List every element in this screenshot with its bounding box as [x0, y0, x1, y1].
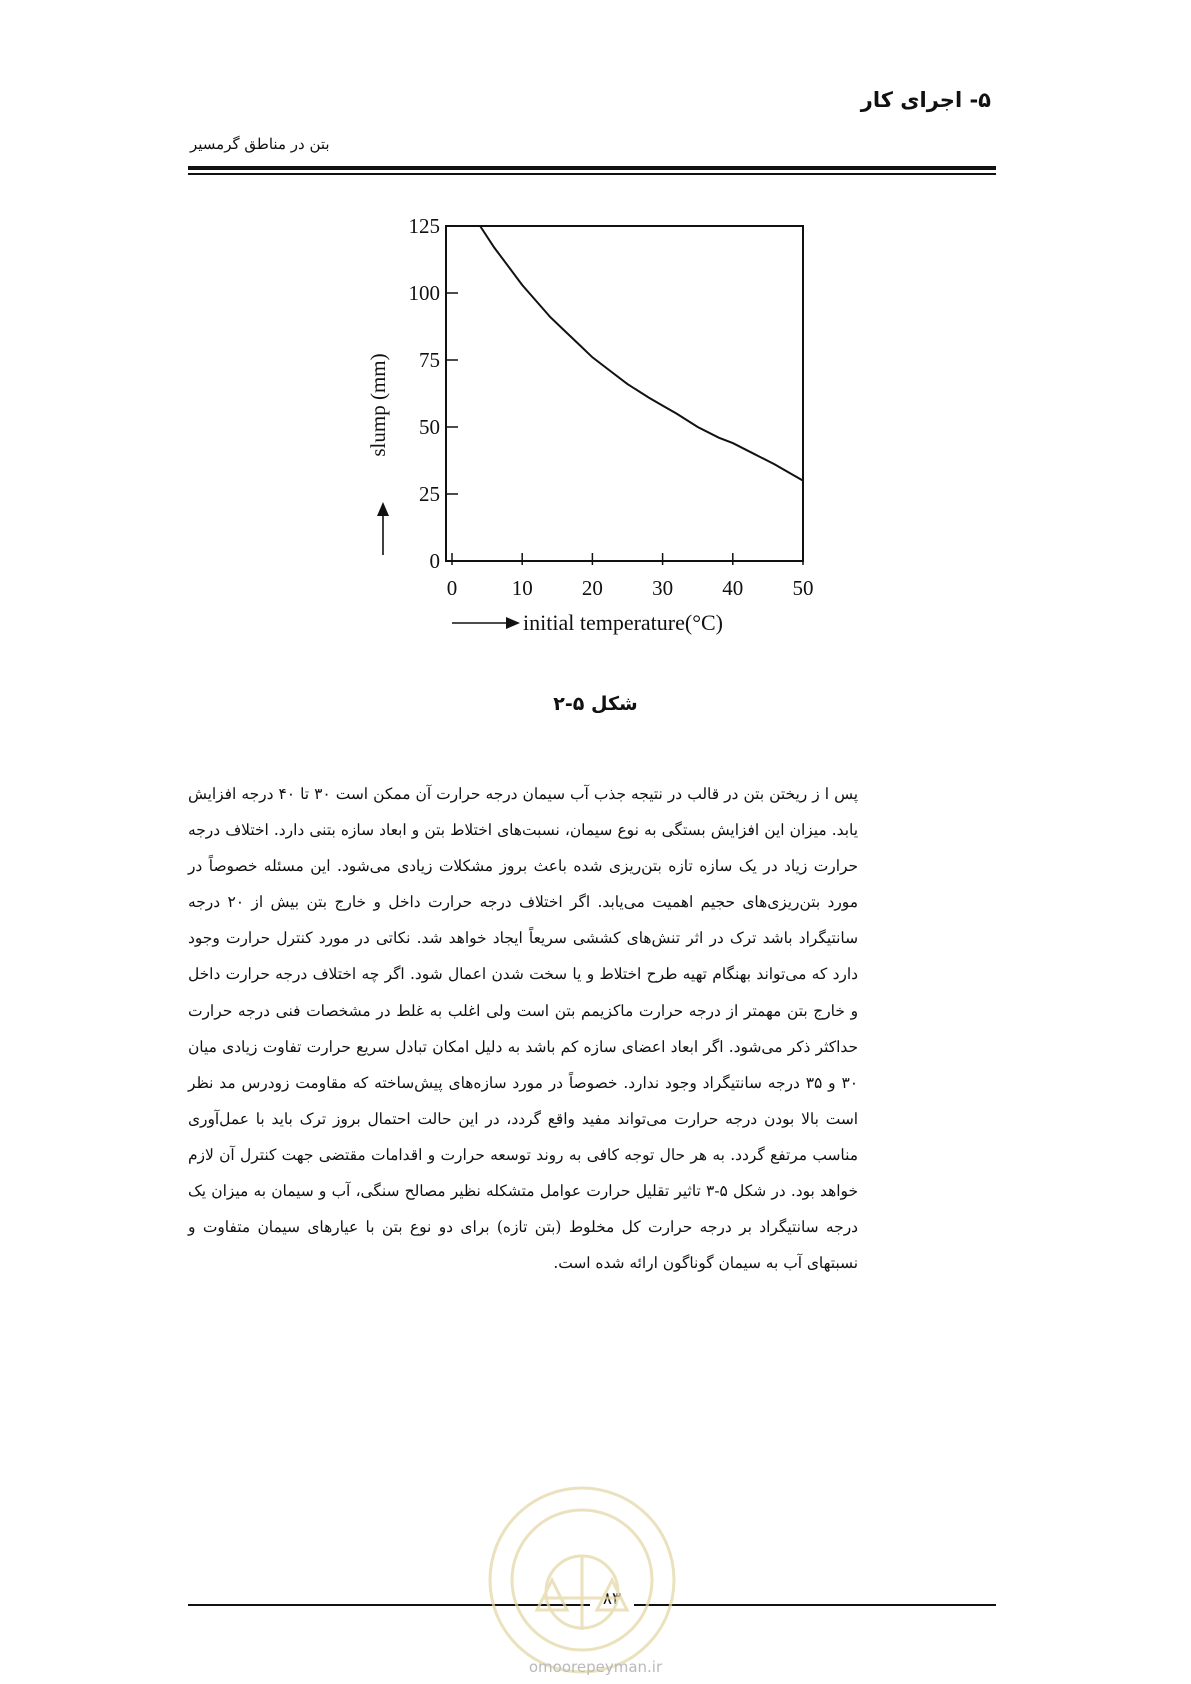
y-tick-label: 50 [419, 415, 440, 439]
y-axis-arrow-icon [377, 502, 389, 555]
figure-caption: شکل ۵-۲ [553, 693, 638, 715]
y-tick-label: 75 [419, 348, 440, 372]
footer-rule-right [634, 1604, 996, 1606]
x-tick-label: 50 [792, 576, 814, 600]
slump-temperature-chart [0, 0, 1191, 660]
y-axis-ticks [409, 214, 459, 573]
running-header: بتن در مناطق گرمسیر [190, 135, 330, 153]
y-tick-label: 0 [429, 549, 440, 573]
footer-rule-left [188, 1604, 590, 1606]
x-tick-label: 30 [652, 576, 674, 600]
x-tick-label: 0 [446, 576, 458, 600]
body-paragraph: پس ا ز ریختن بتن در قالب در نتیجه جذب آب سیمان درجه حرارت آن ممکن است ۳۰ تا ۴۰ درجه افزایش یابد. میزان این افزایش بستگی به نوع سیمان، نسبت‌های اختلاط بتن و ابعاد سازه بتنی دارد. اختلاف درجه حرارت زیاد در یک سازه تازه بتن‌ریزی شده باعث بروز مشکلات زیادی می‌شود. این مسئله خصوصاً در مورد بتن‌ریزی‌های حجیم اهمیت می‌یابد. اگر اختلاف درجه حرارت داخل و خارج بتن بیش از ۲۰ درجه سانتیگراد باشد ترک در اثر تنش‌های کششی سریعاً ایجاد خواهد شد. نکاتی در مورد کنترل حرارت وجود دارد که می‌تواند بهنگام تهیه طرح اختلاط و یا سخت شدن اعمال شود. اگر چه اختلاف درجه حرارت داخل و خارج بتن مهمتر از درجه حرارت ماکزیمم بتن است ولی اغلب به غلط در مشخصات فنی درجه حرارت حداکثر ذکر می‌شود. اگر ابعاد اعضای سازه کم باشد به دلیل امکان تبادل سریع حرارت تفاوت زیادی میان ۳۰ و ۳۵ درجه سانتیگراد وجود ندارد. خصوصاً در مورد سازه‌های پیش‌ساخته که مقاومت زودرس مد نظر است بالا بودن درجه حرارت می‌تواند مفید واقع گردد، در این حالت احتمال بروز ترک باید با عمل‌آوری مناسب مرتفع گردد. به هر حال توجه کافی به روند توسعه حرارت و اقدامات مقتضی جهت کنترل آن لازم خواهد بود. در شکل ۵-۳ تاثیر تقلیل حرارت عوامل متشکله نظیر مصالح سنگی، آب و سیمان به میزان یک درجه سانتیگراد بر درجه حرارت کل مخلوط (بتن تازه) برای دو نوع بتن با عیارهای سیمان متفاوت و نسبتهای آب به سیمان گوناگون ارائه شده است. [188, 785, 858, 1273]
x-tick-label: 10 [511, 576, 533, 600]
page-number: ۸۳ [602, 1589, 622, 1609]
x-tick-label: 40 [722, 576, 744, 600]
y-tick-label: 100 [408, 281, 440, 305]
x-axis-label: initial temperature(°C) [523, 610, 723, 635]
watermark-url: omoorepeyman.ir [528, 1658, 663, 1676]
x-tick-label: 20 [581, 576, 603, 600]
slump-curve [480, 226, 803, 481]
y-tick-label: 125 [408, 214, 440, 238]
watermark-seal-icon [482, 1480, 682, 1680]
chapter-title: ۵- اجرای کار [860, 88, 991, 112]
x-axis-arrow-icon [452, 617, 520, 629]
y-axis-label: slump (mm) [366, 353, 390, 457]
plot-frame [446, 226, 803, 561]
y-tick-label: 25 [419, 482, 440, 506]
